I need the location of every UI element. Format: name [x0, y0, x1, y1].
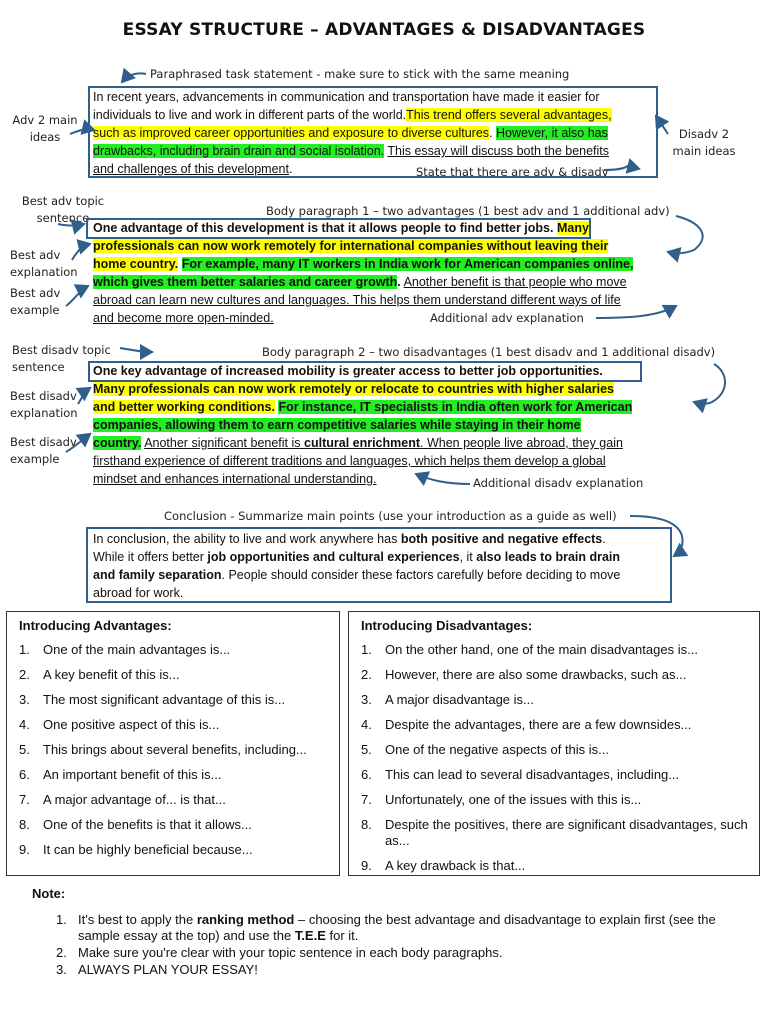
note-item: 1. It's best to apply the ranking method – choosing the best advantage and disadvantage to explain first (see the sample essay at the top) and use the T.E.E for it.: [56, 912, 716, 943]
page-title: ESSAY STRUCTURE – ADVANTAGES & DISADVANTAGES: [122, 20, 646, 40]
adv-main-ideas-highlight: This trend offers several advantages,: [406, 108, 612, 122]
list-item: 6. This can lead to several disadvantages, including...: [361, 767, 680, 782]
body1-paragraph: One advantage of this development is that it allows people to find better jobs. Many professionals can now work remotely for international companies without leaving their home country. For example, many IT workers in India work for American companies online, which gives them better salaries and career growth. Another benefit is that people who move abroad can learn new cultures and languages. This helps them understand different ways of life and become more open-minded.: [93, 221, 634, 325]
list-item: 6. An important benefit of this is...: [19, 767, 222, 782]
list-item: 1. On the other hand, one of the main disadvantages is...: [361, 642, 698, 657]
list-item: 7. Unfortunately, one of the issues with this is...: [361, 792, 642, 807]
label-additional-disadv-explanation: Additional disadv explanation: [473, 476, 644, 490]
body2-paragraph: One key advantage of increased mobility is greater access to better job opportunities. Many professionals can now work remotely or relocate to countries with higher salaries and better working conditions. For instance, IT specialists in India often work for American companies, allowing them to earn competitive salaries while staying in their home country. Another significant benefit is cultural enrichment. When people live abroad, they gain firsthand experience of different traditions and languages, which helps them develop a global mindset and enhances international understanding.: [93, 364, 633, 486]
intro-paragraph: In recent years, advancements in communication and transportation have made it easier for individuals to live and work in different parts of the world.This trend offers several advantages, such as improved career opportunities and exposure to diverse cultures. However, it also has drawbacks, including brain drain and social isolation. This essay will discuss both the benefits and challenges of this development.: [93, 90, 612, 176]
list-item: 3. A major disadvantage is...: [361, 692, 534, 707]
note-title: Note:: [32, 886, 66, 901]
label-best-adv-example: Best adv example: [10, 286, 61, 317]
list-item: 8. Despite the positives, there are significant disadvantages, such as...: [361, 817, 748, 848]
arrow-body2: [694, 364, 725, 404]
label-best-adv-explanation: Best adv explanation: [10, 248, 78, 279]
conclusion-paragraph: In conclusion, the ability to live and work anywhere has both positive and negative effects. While it offers better job opportunities and cultural experiences, it also leads to brain drain and family separation. People should consider these factors carefully before deciding to move abroad for work.: [93, 532, 621, 600]
list-item: 9. It can be highly beneficial because...: [19, 842, 253, 857]
disadvantages-list: [361, 642, 751, 883]
label-best-disadv-topic: Best disadv topic sentence: [12, 343, 111, 374]
label-disadv-2-main-ideas: Disadv 2 main ideas: [672, 127, 736, 158]
label-best-disadv-example: Best disadv example: [10, 435, 77, 466]
body1-topic-sentence: One advantage of this development is that it allows people to find better jobs.: [93, 221, 554, 235]
label-paraphrased: Paraphrased task statement - make sure to stick with the same meaning: [150, 67, 570, 81]
list-item: 2. However, there are also some drawbacks, such as...: [361, 667, 687, 682]
advantages-box: [6, 611, 340, 876]
label-conclusion: Conclusion - Summarize main points (use your introduction as a guide as well): [164, 509, 617, 523]
list-item: 3. The most significant advantage of this is...: [19, 692, 286, 707]
list-item: 5. This brings about several benefits, including...: [19, 742, 307, 757]
label-additional-adv-explanation: Additional adv explanation: [430, 311, 584, 325]
label-adv-2-main-ideas: Adv 2 main ideas: [12, 113, 78, 144]
list-item: 5. One of the negative aspects of this is...: [361, 742, 610, 757]
note-item: 3. ALWAYS PLAN YOUR ESSAY!: [56, 962, 258, 977]
list-item: 8. One of the benefits is that it allows...: [19, 817, 252, 832]
arrow-best-disadv-topic: [120, 348, 152, 352]
disadvantages-box: [348, 611, 760, 876]
advantages-list: [19, 642, 331, 867]
disadv-main-ideas-highlight: However, it also has: [496, 126, 608, 140]
list-item: 4. Despite the advantages, there are a few downsides...: [361, 717, 692, 732]
advantages-heading: Introducing Advantages:: [19, 618, 172, 633]
label-best-disadv-explanation: Best disadv explanation: [10, 389, 78, 420]
list-item: 2. A key benefit of this is...: [19, 667, 180, 682]
note-item: 2. Make sure you're clear with your topic sentence in each body paragraphs.: [56, 945, 503, 960]
arrow-paraphrased: [122, 73, 146, 82]
list-item: 4. One positive aspect of this is...: [19, 717, 220, 732]
label-state-adv-disadv: State that there are adv & disadv: [416, 165, 609, 179]
list-item: 9. A key drawback is that...: [361, 858, 526, 873]
label-best-adv-topic: Best adv topic sentence: [21, 194, 105, 225]
disadvantages-heading: Introducing Disadvantages:: [361, 618, 533, 633]
body2-topic-sentence: One key advantage of increased mobility is greater access to better job opportunities.: [93, 364, 603, 378]
list-item: 1. One of the main advantages is...: [19, 642, 231, 657]
note-list: [56, 912, 756, 979]
label-body-paragraph-1: Body paragraph 1 – two advantages (1 best adv and 1 additional adv): [266, 204, 670, 218]
list-item: 7. A major advantage of... is that...: [19, 792, 226, 807]
label-body-paragraph-2: Body paragraph 2 – two disadvantages (1 best disadv and 1 additional disadv): [262, 345, 716, 359]
